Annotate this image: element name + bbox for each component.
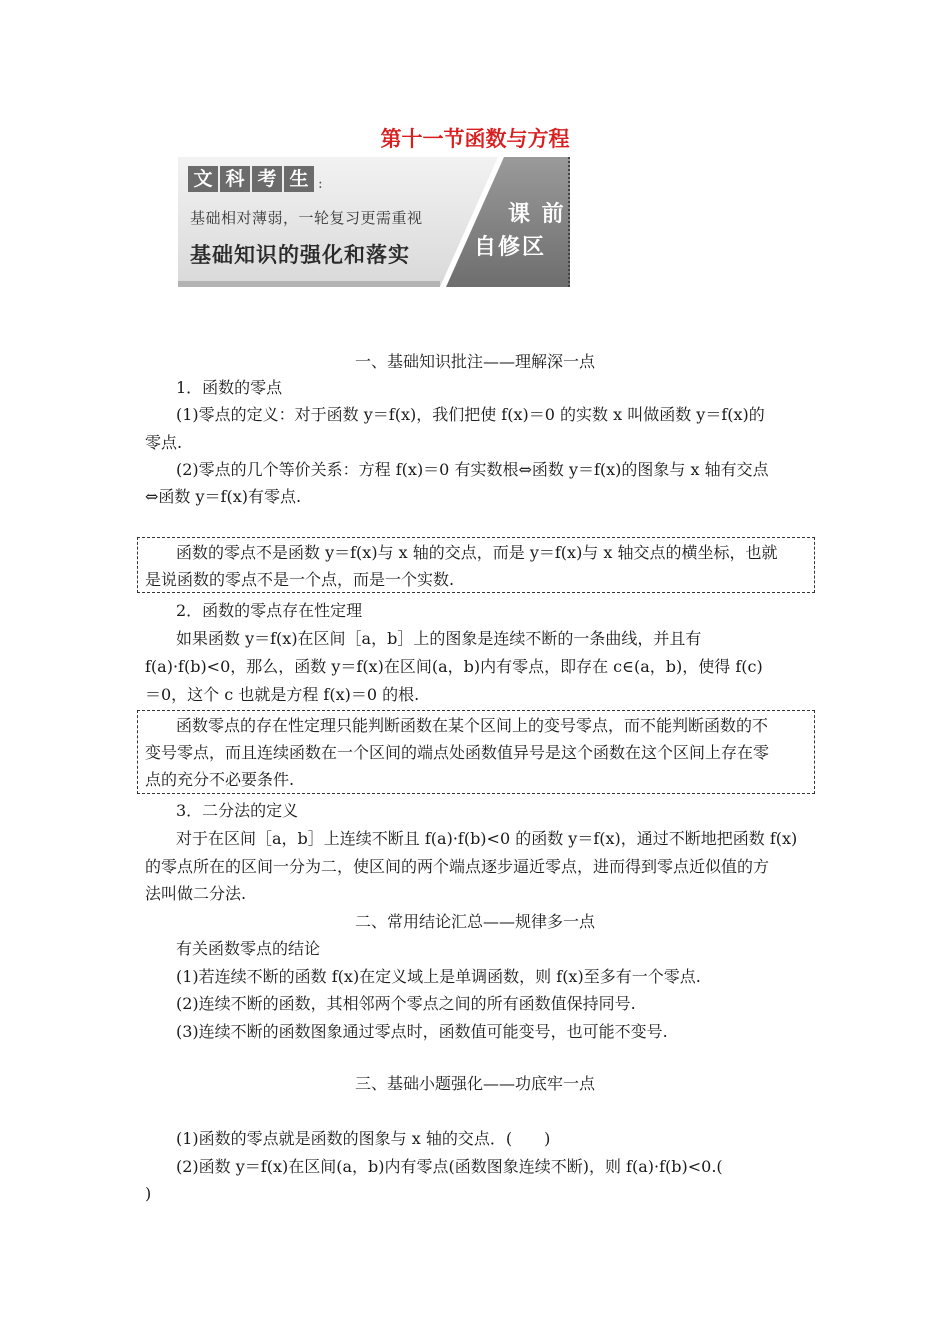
section1-heading: 一、基础知识批注——理解深一点 (354, 352, 595, 371)
item3-line1: 对于在区间［a，b］上连续不断且 f(a)·f(b)<0 的函数 y＝f(x)，通过不断地把函数 f(x) (176, 829, 798, 848)
item1-title: 1．函数的零点 (176, 378, 283, 397)
question-2-line1: (2)函数 y＝f(x)在区间(a，b)内有零点(函数图象连续不断)，则 f(a)·f(b)<0.( (176, 1157, 723, 1176)
question-2-line2: ) (145, 1184, 152, 1203)
banner-subtitle: 基础相对薄弱，一轮复习更需重视 (190, 209, 423, 227)
item2-line1: 如果函数 y＝f(x)在区间［a，b］上的图象是连续不断的一条曲线，并且有 (176, 629, 702, 648)
tag-char: 考 (252, 166, 282, 192)
conclusion-2: (2)连续不断的函数，其相邻两个零点之间的所有函数值保持同号. (176, 994, 636, 1013)
note2-line2: 变号零点，而且连续函数在一个区间的端点处函数值异号是这个函数在这个区间上存在零 (145, 743, 770, 762)
section2-heading: 二、常用结论汇总——规律多一点 (354, 912, 595, 931)
note1-line2: 是说函数的零点不是一个点，而是一个实数. (145, 570, 455, 589)
banner-right-label-1: 课 前 (508, 202, 566, 227)
note1-line1: 函数的零点不是函数 y＝f(x)与 x 轴的交点，而是 y＝f(x)与 x 轴交点的横坐标，也就 (176, 543, 778, 562)
item1-p1-line2: 零点. (145, 433, 183, 452)
banner-shadow (178, 281, 440, 287)
section2-subtitle: 有关函数零点的结论 (176, 939, 321, 958)
conclusion-1: (1)若连续不断的函数 f(x)在定义域上是单调函数，则 f(x)至多有一个零点. (176, 967, 701, 986)
conclusion-3: (3)连续不断的函数图象通过零点时，函数值可能变号，也可能不变号. (176, 1022, 668, 1041)
item3-line3: 法叫做二分法. (145, 884, 247, 903)
note2-line3: 点的充分不必要条件. (145, 770, 295, 789)
page-title: 第十一节函数与方程 (380, 127, 570, 151)
item1-p1-line1: (1)零点的定义：对于函数 y＝f(x)，我们把使 f(x)＝0 的实数 x 叫做函数 y＝f(x)的 (176, 405, 765, 424)
tag-char: 科 (220, 166, 250, 192)
tag-char: 生 (284, 166, 314, 192)
banner-right-label-2: 自修区 (474, 235, 547, 260)
tag-colon: : (318, 176, 323, 192)
section3-heading: 三、基础小题强化——功底牢一点 (354, 1074, 595, 1093)
section-banner (178, 157, 570, 287)
banner-headline: 基础知识的强化和落实 (190, 243, 410, 267)
item3-title: 3．二分法的定义 (176, 801, 299, 820)
item1-p2-line1: (2)零点的几个等价关系：方程 f(x)＝0 有实数根⇔函数 y＝f(x)的图象与 x 轴有交点 (176, 460, 769, 479)
item2-line2: f(a)·f(b)<0，那么，函数 y＝f(x)在区间(a，b)内有零点，即存在 c∈(a，b)，使得 f(c) (145, 657, 763, 676)
item1-p2-line2: ⇔函数 y＝f(x)有零点. (145, 487, 302, 506)
question-1: (1)函数的零点就是函数的图象与 x 轴的交点．( ) (176, 1129, 551, 1148)
note2-line1: 函数零点的存在性定理只能判断函数在某个区间上的变号零点，而不能判断函数的不 (176, 716, 769, 735)
item2-line3: ＝0，这个 c 也就是方程 f(x)＝0 的根. (145, 685, 420, 704)
item3-line2: 的零点所在的区间一分为二，使区间的两个端点逐步逼近零点，进而得到零点近似值的方 (145, 857, 770, 876)
banner-dotted-edge (567, 157, 570, 287)
item2-title: 2．函数的零点存在性定理 (176, 601, 363, 620)
tag-char: 文 (188, 166, 218, 192)
banner-tag (188, 166, 323, 192)
